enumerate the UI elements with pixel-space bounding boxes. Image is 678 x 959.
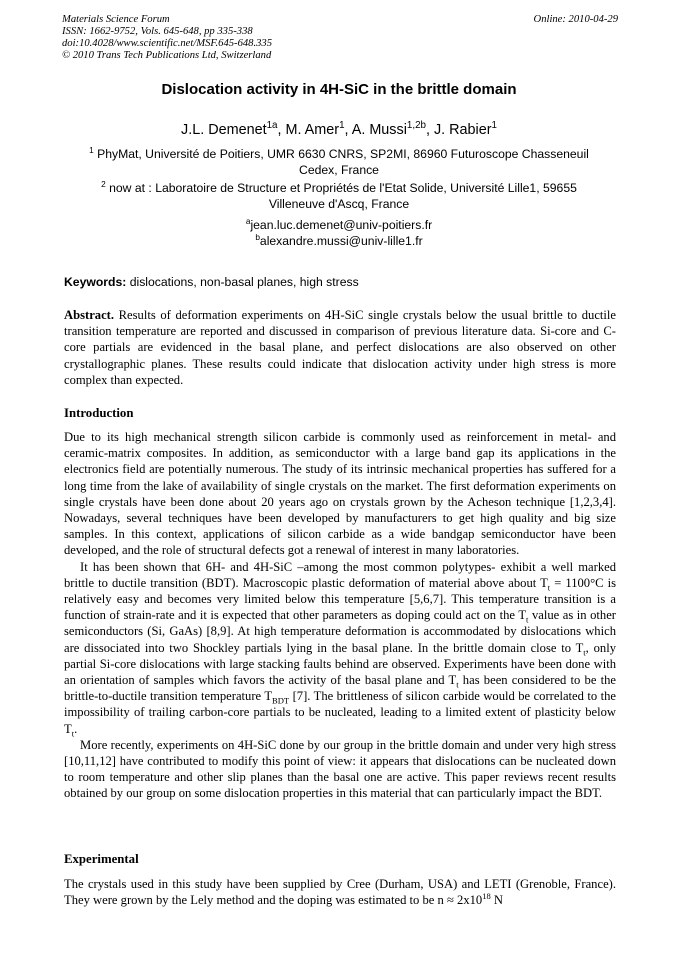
author-affiliation-mark: 1 [339, 120, 345, 132]
keywords-line [64, 275, 616, 289]
introduction-heading: Introduction [64, 406, 134, 420]
experimental-heading: Experimental [64, 852, 139, 866]
doi-line: doi:10.4028/www.scientific.net/MSF.645-648.335 [62, 38, 272, 49]
keywords-text: dislocations, non-basal planes, high stress [129, 275, 359, 289]
experimental-body: The crystals used in this study have been supplied by Cree (Durham, USA) and LETI (Grenoble, France). They were grown by the Lely method and the doping was estimated to be $n \approx 2x10^{18}$ N [64, 877, 616, 908]
intro-paragraph-3: More recently, experiments on 4H-SiC done by our group in the brittle domain and under very high stress [10,11,12] have contributed to modify this point of view: it appears that dislocations can be nucleated down to room temperature and other slip planes than the basal one are active. This paper reviews recent results obtained by our group on some dislocation properties in this material that can particularly impact the BDT. [64, 737, 616, 801]
abstract-label: Abstract. [64, 308, 115, 322]
author-name: M. Amer [285, 122, 340, 138]
author-name: J.L. Demenet [181, 122, 267, 138]
intro-paragraph-1: Due to its high mechanical strength silicon carbide is commonly used as reinforcement in metal- and ceramic-matrix composites. In addition, as semiconductor with a large band gap its applications in the electronics field are potentially numerous. The study of its intrinsic mechanical properties has suffered for a long time from the lake of availability of single crystals on the market. The first deformation experiments on single crystals have been done about 20 years ago on crystals grown by the Acheson technique [1,2,3,4]. Nowadays, several techniques have been developed by manufacturers to get high quality and big size samples. In this context, applications of silicon carbide as a wide bandgap semiconductor have been developed, and the role of structural defects got a renewal of interest in many laboratories. [64, 430, 616, 558]
introduction-body [64, 429, 616, 802]
email-tag: b [255, 231, 260, 242]
affiliation-text: now at : Laboratoire de Structure et Propriétés de l'Etat Solide, Université Lille1, 59655 Villeneuve d'Ascq, France [109, 181, 577, 211]
affiliation-text: PhyMat, Université de Poitiers, UMR 6630 CNRS, SP2MI, 86960 Futuroscope Chasseneuil Cedex, France [97, 147, 589, 177]
keywords-label: Keywords: [64, 275, 127, 289]
paper-title: Dislocation activity in 4H-SiC in the brittle domain [161, 81, 517, 98]
journal-header [62, 14, 618, 62]
author-name: A. Mussi [351, 122, 407, 138]
email-address: jean.luc.demenet@univ-poitiers.fr [250, 218, 433, 232]
email-tag: a [245, 215, 251, 226]
affiliation-number: 2 [101, 178, 106, 189]
author-list: J.L. Demenet$^{1a}$, M. Amer$^1$, A. Mussi$^{1,2b}$, J. Rabier$^1$ [181, 120, 497, 138]
intro-paragraph-2: It has been shown that 6H- and 4H-SiC –among the most common polytypes- exhibit a well marked brittle to ductile transition (BDT). Macroscopic plastic deformation of material above about $T_t = 1100^\circ C$ is relatively easy and becomes very limited below this temperature [5,6,7]. This temperature transition is a function of strain-rate and it is expected that other parameters as doping could act on the $T_t$ value as in other semiconductors (Si, GaAs) [8,9]. At high temperature deformation is accommodated by dislocations which are dissociated into two Shockley partials lying in the basal plane. In the brittle domain close to $T_t$, only partial Si-core dislocations with large stacking faults behind are observed. Experiments have been done with an orientation of samples which favors the activity of the basal plane and $T_t$ has been considered to be the brittle-to-ductile transition temperature $T_{BDT}$ [7]. The brittleness of silicon carbide would be correlated to the impossibility of trailing carbon-core partials to be nucleated, leading to a limited extent of plasticity below $T_t$. [64, 559, 617, 739]
email-address: alexandre.mussi@univ-lille1.fr [259, 234, 423, 248]
email-block [80, 217, 598, 249]
author-affiliation-mark: 1 [491, 120, 497, 132]
issn-line: ISSN: 1662-9752, Vols. 645-648, pp 335-338 [62, 26, 253, 37]
online-date: Online: 2010-04-29 [533, 14, 618, 25]
copyright-line: © 2010 Trans Tech Publications Ltd, Switzerland [62, 50, 272, 61]
abstract-paragraph [64, 307, 616, 388]
affiliation-1 [80, 146, 598, 178]
abstract-text: Results of deformation experiments on 4H-SiC single crystals below the usual brittle to ductile transition temperature are reported and discussed in comparison of previous literature data. Si-core and C-core partials are evidenced in the basal plane, and perfect dislocations are also observed on other crystallographic planes. These results could indicate that dislocation activity under high stress is more complex than expected. [64, 308, 616, 387]
journal-name: Materials Science Forum [62, 14, 170, 25]
author-name: J. Rabier [433, 122, 492, 138]
author-affiliation-mark: 1,2b [406, 120, 426, 132]
affiliation-2 [80, 180, 598, 212]
affiliation-number: 1 [89, 144, 94, 155]
author-affiliation-mark: 1a [266, 120, 278, 132]
